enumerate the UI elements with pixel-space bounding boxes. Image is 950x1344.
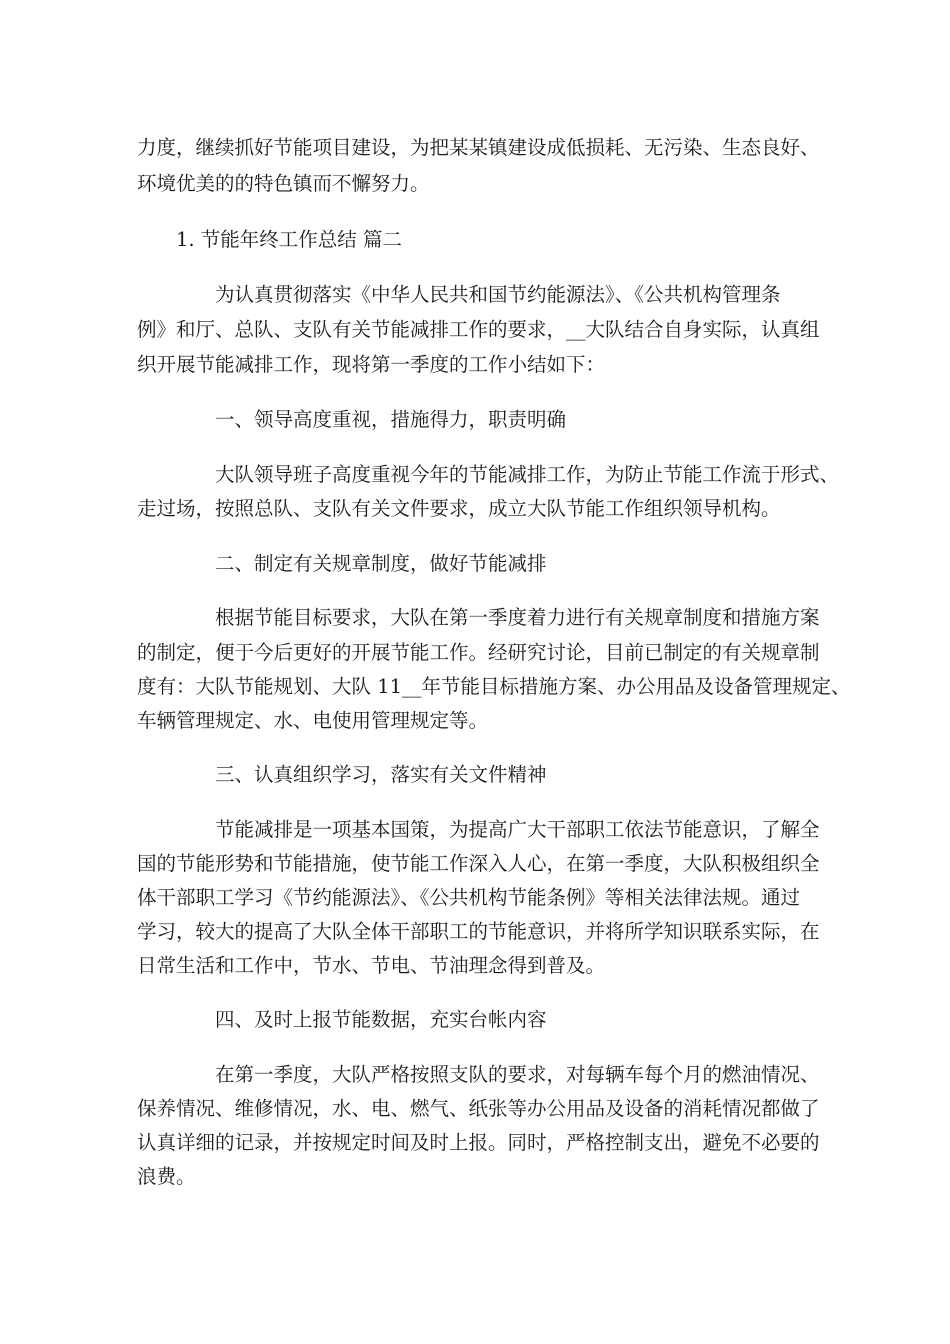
section-2-line-3: 度有：大队节能规划、大队 11__年节能目标措施方案、办公用品及设备管理规定、 bbox=[137, 675, 851, 698]
opening-line-3: 织开展节能减排工作，现将第一季度的工作小结如下： bbox=[137, 353, 606, 376]
section-heading: 1. 节能年终工作总结 篇二 bbox=[176, 228, 403, 251]
section-3-line-1: 节能减排是一项基本国策，为提高广大干部职工依法节能意识，了解全 bbox=[215, 818, 820, 841]
section-3-line-3: 体干部职工学习《节约能源法》、《公共机构节能条例》等相关法律法规。通过 bbox=[137, 886, 801, 909]
section-2-line-4: 车辆管理规定、水、电使用管理规定等。 bbox=[137, 709, 489, 732]
opening-line-1: 为认真贯彻落实《中华人民共和国节约能源法》、《公共机构管理条 bbox=[215, 283, 781, 306]
section-1-heading: 一、领导高度重视，措施得力，职责明确 bbox=[215, 408, 567, 431]
opening-line-2: 例》和厅、总队、支队有关节能减排工作的要求，__大队结合自身实际，认真组 bbox=[137, 318, 820, 341]
section-2-line-2: 的制定，便于今后更好的开展节能工作。经研究讨论，目前已制定的有关规章制 bbox=[137, 641, 820, 664]
section-1-line-1: 大队领导班子高度重视今年的节能减排工作，为防止节能工作流于形式、 bbox=[215, 463, 840, 486]
intro-line-2: 环境优美的的特色镇而不懈努力。 bbox=[137, 172, 430, 195]
section-3-heading: 三、认真组织学习，落实有关文件精神 bbox=[215, 763, 547, 786]
section-1-line-2: 走过场，按照总队、支队有关文件要求，成立大队节能工作组织领导机构。 bbox=[137, 497, 781, 520]
section-4-line-1: 在第一季度，大队严格按照支队的要求，对每辆车每个月的燃油情况、 bbox=[215, 1063, 820, 1086]
section-2-line-1: 根据节能目标要求，大队在第一季度着力进行有关规章制度和措施方案 bbox=[215, 606, 820, 629]
section-3-line-4: 学习，较大的提高了大队全体干部职工的节能意识，并将所学知识联系实际，在 bbox=[137, 920, 820, 943]
section-4-line-2: 保养情况、维修情况，水、电、燃气、纸张等办公用品及设备的消耗情况都做了 bbox=[137, 1097, 820, 1120]
section-4-heading: 四、及时上报节能数据，充实台帐内容 bbox=[215, 1008, 547, 1031]
section-3-line-5: 日常生活和工作中，节水、节电、节油理念得到普及。 bbox=[137, 954, 606, 977]
section-4-line-3: 认真详细的记录，并按规定时间及时上报。同时，严格控制支出，避免不必要的 bbox=[137, 1131, 820, 1154]
section-4-line-4: 浪费。 bbox=[137, 1165, 196, 1188]
section-2-heading: 二、制定有关规章制度，做好节能减排 bbox=[215, 552, 547, 575]
intro-line-1: 力度，继续抓好节能项目建设，为把某某镇建设成低损耗、无污染、生态良好、 bbox=[137, 136, 820, 159]
section-3-line-2: 国的节能形势和节能措施，使节能工作深入人心，在第一季度，大队积极组织全 bbox=[137, 852, 820, 875]
